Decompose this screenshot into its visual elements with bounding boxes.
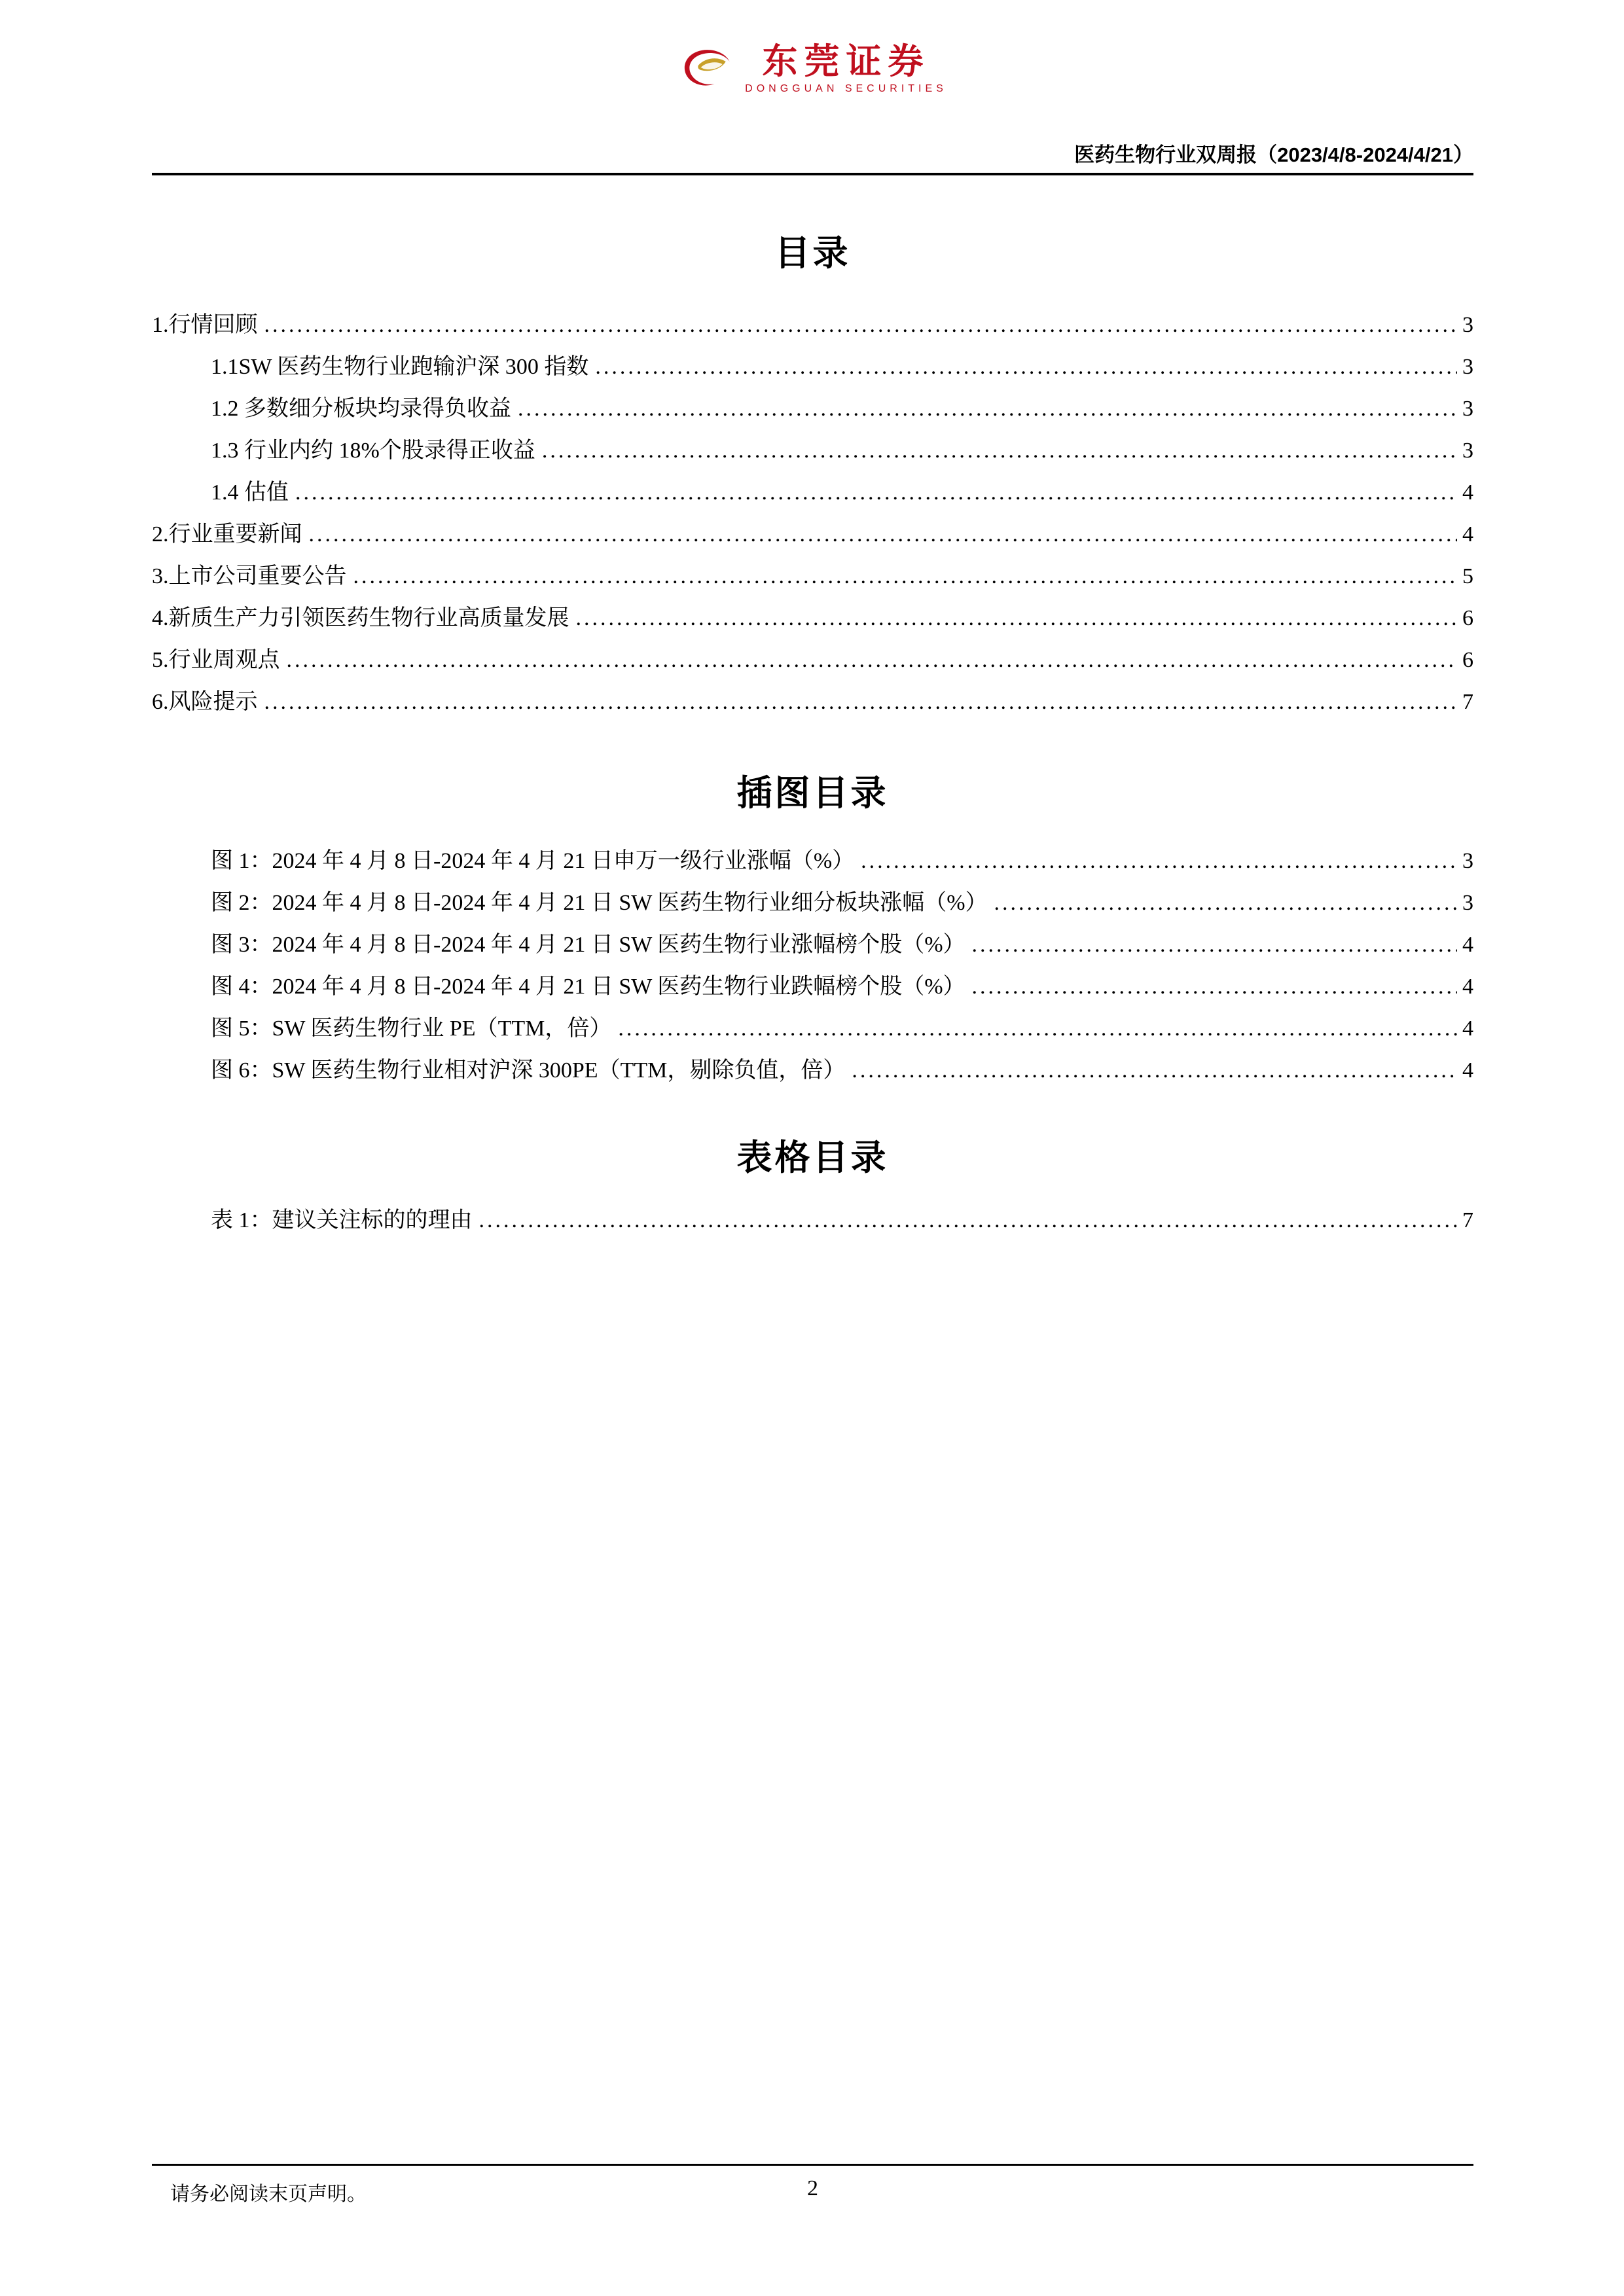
page-footer — [152, 2164, 1473, 2218]
toc-title: 目录 — [774, 234, 851, 273]
figures-title: 插图目录 — [736, 774, 889, 813]
toc-page-number: 3 — [1462, 397, 1473, 421]
figure-entry[interactable] — [152, 924, 1473, 966]
toc-entry[interactable] — [152, 556, 1473, 598]
brand-name-en: DONGGUAN SECURITIES — [745, 82, 947, 94]
toc-leader-dots — [852, 1050, 1457, 1092]
toc-entry-label[interactable]: 5.行业周观点 — [152, 648, 280, 672]
figure-entry[interactable] — [152, 882, 1473, 924]
toc-entry[interactable] — [152, 304, 1473, 346]
toc-entry[interactable] — [152, 388, 1473, 430]
toc-entry[interactable] — [152, 639, 1473, 681]
toc-leader-dots — [994, 882, 1457, 924]
footer-page-number: 2 — [807, 2176, 818, 2200]
tables-title: 表格目录 — [736, 1138, 889, 1177]
toc-leader-dots — [479, 1200, 1458, 1242]
figure-entry-label[interactable]: 图 6：SW 医药生物行业相对沪深 300PE（TTM，剔除负值，倍） — [211, 1058, 846, 1083]
table-entry-label[interactable]: 表 1：建议关注标的的理由 — [211, 1208, 473, 1232]
toc-leader-dots — [972, 924, 1457, 966]
figure-entry[interactable] — [152, 966, 1473, 1008]
toc-leader-dots — [353, 556, 1458, 598]
figure-page-number: 3 — [1462, 891, 1473, 915]
figure-entry[interactable] — [152, 1008, 1473, 1050]
figure-entry-label[interactable]: 图 4：2024 年 4 月 8 日-2024 年 4 月 21 日 SW 医药生物行业跌幅榜个股（%） — [211, 975, 965, 999]
main-content — [152, 175, 1473, 1242]
toc-list — [152, 304, 1473, 723]
figure-entry-label[interactable]: 图 1：2024 年 4 月 8 日-2024 年 4 月 21 日申万一级行业涨幅（%） — [211, 849, 855, 873]
toc-entry-label[interactable]: 1.3 行业内约 18%个股录得正收益 — [211, 439, 535, 463]
toc-page-number: 4 — [1462, 522, 1473, 547]
toc-entry-label[interactable]: 6.风险提示 — [152, 690, 258, 714]
brand-text — [745, 43, 947, 95]
brand-name-cn: 东莞证券 — [762, 42, 930, 81]
toc-entry[interactable] — [152, 598, 1473, 639]
toc-entry-label[interactable]: 1.1SW 医药生物行业跑输沪深 300 指数 — [211, 355, 589, 379]
toc-entry-label[interactable]: 1.2 多数细分板块均录得负收益 — [211, 397, 511, 421]
figures-list — [152, 840, 1473, 1092]
toc-page-number: 3 — [1462, 313, 1473, 337]
toc-page-number: 7 — [1462, 690, 1473, 714]
toc-page-number: 5 — [1462, 564, 1473, 588]
brand-logo-icon — [678, 46, 734, 92]
toc-entry[interactable] — [152, 514, 1473, 556]
figure-page-number: 4 — [1462, 933, 1473, 957]
toc-page-number: 4 — [1462, 480, 1473, 505]
figure-entry-label[interactable]: 图 5：SW 医药生物行业 PE（TTM，倍） — [211, 1016, 612, 1041]
page-header — [152, 38, 1473, 175]
table-entry[interactable] — [152, 1200, 1473, 1242]
figure-page-number: 3 — [1462, 849, 1473, 873]
brand-logo — [678, 43, 947, 95]
toc-leader-dots — [576, 598, 1458, 639]
toc-entry-label[interactable]: 1.4 估值 — [211, 480, 289, 505]
toc-leader-dots — [309, 514, 1458, 556]
toc-leader-dots — [295, 472, 1457, 514]
figure-page-number: 4 — [1462, 1016, 1473, 1041]
toc-page-number: 3 — [1462, 355, 1473, 379]
toc-page-number: 6 — [1462, 648, 1473, 672]
figure-page-number: 4 — [1462, 975, 1473, 999]
toc-leader-dots — [861, 840, 1457, 882]
toc-leader-dots — [518, 388, 1457, 430]
toc-entry-label[interactable]: 2.行业重要新闻 — [152, 522, 302, 547]
table-page-number: 7 — [1462, 1208, 1473, 1232]
toc-leader-dots — [264, 681, 1458, 723]
toc-entry-label[interactable]: 1.行情回顾 — [152, 313, 258, 337]
toc-leader-dots — [595, 346, 1457, 388]
figure-page-number: 4 — [1462, 1058, 1473, 1083]
figure-entry[interactable] — [152, 1050, 1473, 1092]
toc-entry-label[interactable]: 4.新质生产力引领医药生物行业高质量发展 — [152, 606, 569, 630]
toc-page-number: 3 — [1462, 439, 1473, 463]
figure-entry-label[interactable]: 图 2：2024 年 4 月 8 日-2024 年 4 月 21 日 SW 医药生物行业细分板块涨幅（%） — [211, 891, 988, 915]
toc-leader-dots — [972, 966, 1457, 1008]
figure-entry-label[interactable]: 图 3：2024 年 4 月 8 日-2024 年 4 月 21 日 SW 医药生物行业涨幅榜个股（%） — [211, 933, 965, 957]
tables-list — [152, 1200, 1473, 1242]
toc-page-number: 6 — [1462, 606, 1473, 630]
toc-entry[interactable] — [152, 472, 1473, 514]
toc-entry[interactable] — [152, 430, 1473, 472]
toc-leader-dots — [618, 1008, 1457, 1050]
toc-entry[interactable] — [152, 346, 1473, 388]
toc-leader-dots — [264, 304, 1458, 346]
toc-leader-dots — [287, 639, 1458, 681]
footer-disclaimer: 请务必阅读末页声明。 — [170, 2183, 367, 2205]
toc-leader-dots — [542, 430, 1457, 472]
report-title: 医药生物行业双周报（2023/4/8-2024/4/21） — [1074, 143, 1473, 166]
toc-entry-label[interactable]: 3.上市公司重要公告 — [152, 564, 347, 588]
figure-entry[interactable] — [152, 840, 1473, 882]
toc-entry[interactable] — [152, 681, 1473, 723]
